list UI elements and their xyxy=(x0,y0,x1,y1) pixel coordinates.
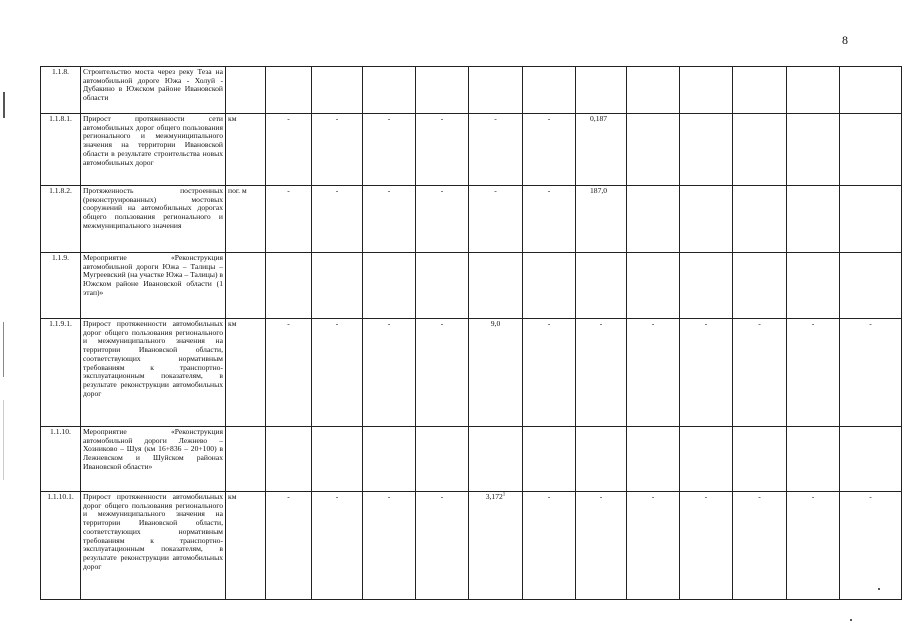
value-cell: - xyxy=(469,186,523,253)
value-cell xyxy=(627,186,680,253)
value-cell xyxy=(416,427,469,492)
value-cell: - xyxy=(523,186,576,253)
margin-scan-mark xyxy=(3,322,4,377)
value-cell-with-footnote xyxy=(469,492,523,600)
table-row xyxy=(41,67,902,114)
value-cell xyxy=(363,427,416,492)
row-description: Строительство моста через реку Теза на автомобильной дороге Южа - Холуй - Дубакино в Южском районе Ивановской области xyxy=(81,67,226,114)
row-unit: км xyxy=(226,319,266,427)
table-row xyxy=(41,427,902,492)
value-cell xyxy=(627,427,680,492)
value-cell xyxy=(680,114,733,186)
row-unit xyxy=(226,427,266,492)
table-row xyxy=(41,253,902,319)
value-cell xyxy=(787,67,840,114)
value-cell xyxy=(840,253,902,319)
value-cell xyxy=(312,427,363,492)
row-description: Мероприятие «Реконструкция автомобильной дороги Лежнево – Хозниково – Шуя (км 16+836 – 20+100) в Лежневском и Шуйском районах Ивановской области» xyxy=(81,427,226,492)
value-cell xyxy=(787,253,840,319)
row-number: 1.1.10. xyxy=(41,427,81,492)
row-unit: км xyxy=(226,114,266,186)
value-cell: - xyxy=(787,319,840,427)
value-cell: - xyxy=(312,492,363,600)
value-cell xyxy=(733,186,787,253)
value-cell xyxy=(523,67,576,114)
row-description: Прирост протяженности автомобильных дорог общего пользования регионального и межмуниципального значения на территории Ивановской области, соответствующих нормативным требованиям к транспортно-эксплуатационным показателям, в результате реконструкции автомобильных дорог xyxy=(81,492,226,600)
value-cell: - xyxy=(787,492,840,600)
value-cell: - xyxy=(733,492,787,600)
value-cell: - xyxy=(363,492,416,600)
value-cell: - xyxy=(576,319,627,427)
value-cell: - xyxy=(680,492,733,600)
value-cell xyxy=(627,253,680,319)
value-cell xyxy=(523,253,576,319)
value-cell: - xyxy=(266,186,312,253)
value-cell: 9,0 xyxy=(469,319,523,427)
value-cell: - xyxy=(523,319,576,427)
value-cell xyxy=(627,114,680,186)
value-cell xyxy=(469,253,523,319)
value-cell xyxy=(840,114,902,186)
page-number: 8 xyxy=(842,33,848,47)
value-cell: - xyxy=(840,319,902,427)
value-cell: - xyxy=(840,492,902,600)
row-number: 1.1.8.2. xyxy=(41,186,81,253)
value-cell: - xyxy=(416,114,469,186)
value-cell xyxy=(840,427,902,492)
row-description: Мероприятие «Реконструкция автомобильной дороги Южа – Талицы – Мугреевский (на участке Южа – Талицы) в Южском районе Ивановской области (1 этап)» xyxy=(81,253,226,319)
value-cell: - xyxy=(680,319,733,427)
value-cell xyxy=(576,253,627,319)
margin-scan-mark xyxy=(3,92,5,118)
value-cell: - xyxy=(416,186,469,253)
value-cell xyxy=(266,253,312,319)
scan-speck xyxy=(850,619,852,621)
row-unit: км xyxy=(226,492,266,600)
row-description: Прирост протяженности сети автомобильных дорог общего пользования регионального и межмуниципального значения на территории Ивановской области в результате строительства новых автомобильных дорог xyxy=(81,114,226,186)
value-cell xyxy=(733,114,787,186)
value-cell xyxy=(787,186,840,253)
value-cell xyxy=(680,253,733,319)
value-cell xyxy=(363,253,416,319)
value-cell xyxy=(787,427,840,492)
table-row xyxy=(41,319,902,427)
footnote-marker: 1 xyxy=(502,492,506,498)
value-cell xyxy=(840,186,902,253)
row-number: 1.1.9.1. xyxy=(41,319,81,427)
indicators-table xyxy=(40,66,902,600)
value-cell: - xyxy=(416,492,469,600)
value-cell: - xyxy=(266,319,312,427)
value-cell xyxy=(266,427,312,492)
value-cell xyxy=(469,427,523,492)
row-number: 1.1.8. xyxy=(41,67,81,114)
value-cell xyxy=(266,67,312,114)
value-cell: - xyxy=(469,114,523,186)
value-cell: 187,0 xyxy=(576,186,627,253)
value-cell xyxy=(733,427,787,492)
value-cell xyxy=(627,67,680,114)
value-cell xyxy=(787,114,840,186)
value-cell: - xyxy=(416,319,469,427)
value-cell: - xyxy=(266,492,312,600)
row-unit xyxy=(226,67,266,114)
value-cell xyxy=(680,186,733,253)
table-row xyxy=(41,186,902,253)
scan-speck xyxy=(878,588,880,590)
value-cell xyxy=(523,427,576,492)
value-cell: - xyxy=(266,114,312,186)
value-cell xyxy=(312,67,363,114)
row-unit xyxy=(226,253,266,319)
value-cell: - xyxy=(312,186,363,253)
table-row xyxy=(41,114,902,186)
value-cell xyxy=(576,67,627,114)
value-cell: - xyxy=(312,319,363,427)
value-cell xyxy=(680,67,733,114)
table-row xyxy=(41,492,902,600)
value-cell: - xyxy=(312,114,363,186)
value-cell xyxy=(416,67,469,114)
value-cell: 0,187 xyxy=(576,114,627,186)
value-cell: - xyxy=(363,186,416,253)
row-number: 1.1.10.1. xyxy=(41,492,81,600)
value-cell: - xyxy=(523,114,576,186)
row-description: Протяженность построенных (реконструированных) мостовых сооружений на автомобильных дорогах общего пользования регионального и межмуниципального значения xyxy=(81,186,226,253)
value-cell xyxy=(469,67,523,114)
value-cell xyxy=(576,427,627,492)
row-number: 1.1.8.1. xyxy=(41,114,81,186)
value-cell: - xyxy=(627,319,680,427)
row-description: Прирост протяженности автомобильных дорог общего пользования регионального и межмуниципального значения на территории Ивановской области, соответствующих нормативным требованиям к транспортно-эксплуатационным показателям, в результате реконструкции автомобильных дорог xyxy=(81,319,226,427)
value-cell: - xyxy=(576,492,627,600)
value-cell xyxy=(312,253,363,319)
value-cell: - xyxy=(627,492,680,600)
row-unit: пог. м xyxy=(226,186,266,253)
value-cell xyxy=(680,427,733,492)
margin-scan-mark xyxy=(3,400,4,480)
value-cell: - xyxy=(733,319,787,427)
value-cell xyxy=(733,253,787,319)
value-cell xyxy=(840,67,902,114)
value-cell xyxy=(363,67,416,114)
value-cell xyxy=(733,67,787,114)
value-cell: - xyxy=(363,114,416,186)
value-cell: - xyxy=(523,492,576,600)
row-number: 1.1.9. xyxy=(41,253,81,319)
value-cell: - xyxy=(363,319,416,427)
value-text: 3,172 xyxy=(485,492,503,501)
value-cell xyxy=(416,253,469,319)
